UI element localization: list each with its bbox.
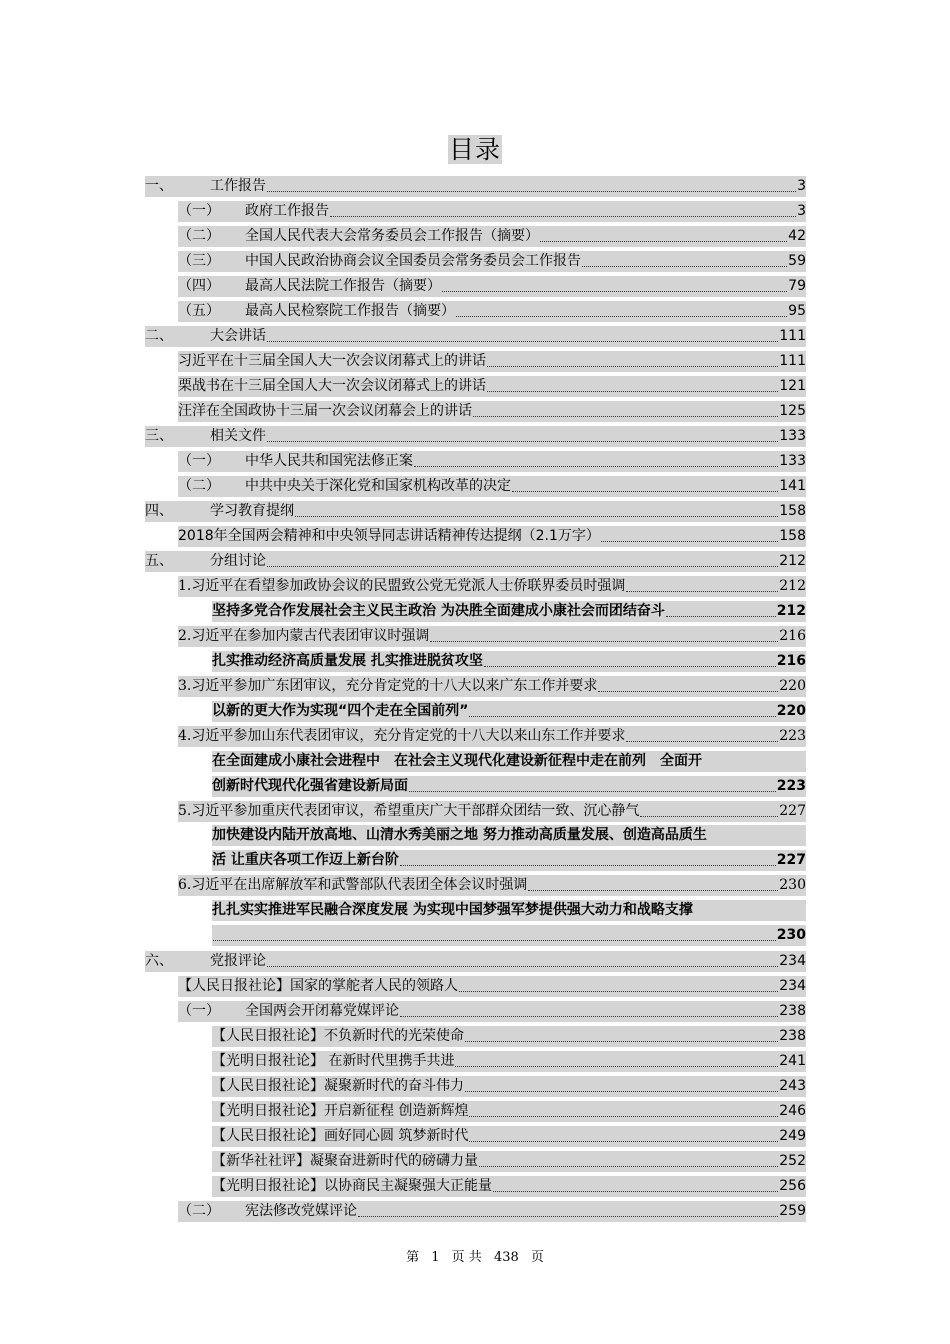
- toc-entry-title: 创新时代现代化强省建设新局面: [212, 778, 408, 794]
- page-title: [0, 130, 950, 170]
- toc-entry[interactable]: [178, 201, 806, 222]
- toc-dot-leader: [601, 541, 778, 542]
- toc-entry[interactable]: [212, 1101, 806, 1122]
- toc-entry-title: 【光明日报社论】以协商民主凝聚强大正能量: [212, 1178, 492, 1194]
- toc-entry-page: 212: [779, 553, 806, 569]
- toc-entry[interactable]: [178, 401, 806, 422]
- toc-entry-page: 212: [776, 603, 806, 619]
- toc-entry[interactable]: [212, 1076, 806, 1097]
- toc-entry-page: 111: [779, 328, 806, 344]
- toc-entry[interactable]: [212, 1026, 806, 1047]
- toc-entry-page: 125: [779, 403, 806, 419]
- toc-dot-leader: [430, 641, 778, 642]
- toc-entry-title: 工作报告: [210, 178, 266, 194]
- toc-dot-leader: [598, 691, 778, 692]
- toc-entry-title: 2018年全国两会精神和中央领导同志讲话精神传达提纲（2.1万字）: [178, 528, 600, 544]
- toc-dot-leader: [582, 266, 787, 267]
- toc-entry-page: 256: [779, 1178, 806, 1194]
- toc-entry-page: 223: [779, 728, 806, 744]
- toc-dot-leader: [213, 940, 776, 941]
- toc-entry-title: 栗战书在十三届全国人大一次会议闭幕式上的讲话: [178, 378, 486, 394]
- toc-entry-page: 234: [779, 953, 806, 969]
- toc-entry-page: 227: [776, 852, 806, 868]
- toc-dot-leader: [442, 291, 787, 292]
- toc-dot-leader: [456, 316, 787, 317]
- toc-entry-title: 学习教育提纲: [210, 503, 294, 519]
- footer-total-pages: 438: [493, 1250, 519, 1265]
- toc-entry[interactable]: [145, 501, 806, 522]
- toc-entry[interactable]: [178, 251, 806, 272]
- toc-dot-leader: [267, 441, 778, 442]
- toc-dot-leader: [479, 1166, 778, 1167]
- toc-entry[interactable]: [178, 1001, 806, 1022]
- toc-entry-number: 三、: [145, 428, 173, 444]
- toc-dot-leader: [330, 216, 796, 217]
- toc-entry-page: 220: [776, 703, 806, 719]
- footer-prefix: 第: [406, 1250, 420, 1265]
- toc-entry-page: 158: [779, 503, 806, 519]
- toc-entry-title: 中国人民政治协商会议全国委员会常务委员会工作报告: [245, 253, 581, 269]
- toc-entry-title: 5.习近平参加重庆代表团审议，希望重庆广大干部群众团结一致、沉心静气: [178, 803, 640, 819]
- toc-dot-leader: [469, 1116, 778, 1117]
- toc-dot-leader: [267, 966, 778, 967]
- toc-entry-page: 234: [779, 978, 806, 994]
- toc-entry-title: 宪法修改党媒评论: [245, 1203, 357, 1219]
- toc-entry[interactable]: [145, 326, 806, 347]
- toc-entry-title: 【人民日报社论】凝聚新时代的奋斗伟力: [212, 1078, 464, 1094]
- toc-entry[interactable]: [178, 276, 806, 297]
- toc-dot-leader: [414, 466, 778, 467]
- toc-entry-page: 223: [776, 778, 806, 794]
- toc-entry-page: 216: [779, 628, 806, 644]
- toc-entry[interactable]: [212, 1126, 806, 1147]
- toc-dot-leader: [469, 1141, 778, 1142]
- toc-entry-number: （一）: [178, 453, 220, 469]
- toc-entry-number: 二、: [145, 328, 173, 344]
- toc-entry-title: 相关文件: [210, 428, 266, 444]
- toc-entry-title: 【新华社社评】凝聚奋进新时代的磅礴力量: [212, 1153, 478, 1169]
- toc-entry-title: 大会讲话: [210, 328, 266, 344]
- toc-entry-title: 1.习近平在看望参加政协会议的民盟致公党无党派人士侨联界委员时强调: [178, 578, 626, 594]
- toc-entry-number: （一）: [178, 203, 220, 219]
- toc-dot-leader: [487, 366, 778, 367]
- toc-entry-number: （二）: [178, 228, 220, 244]
- toc-entry-page: 79: [788, 278, 806, 294]
- toc-dot-leader: [493, 1191, 778, 1192]
- toc-entry-page: 216: [776, 653, 806, 669]
- toc-entry[interactable]: [145, 951, 806, 972]
- toc-entry[interactable]: [212, 825, 806, 846]
- toc-dot-leader: [267, 566, 778, 567]
- toc-entry-number: （三）: [178, 253, 220, 269]
- toc-dot-leader: [400, 1016, 778, 1017]
- toc-dot-leader: [469, 716, 775, 717]
- toc-entry-page: 230: [776, 927, 806, 943]
- toc-entry-title: 习近平在十三届全国人大一次会议闭幕式上的讲话: [178, 353, 486, 369]
- toc-entry[interactable]: [178, 476, 806, 497]
- toc-entry[interactable]: [145, 176, 806, 197]
- toc-entry[interactable]: [212, 1176, 806, 1197]
- toc-entry-title: 3.习近平参加广东团审议，充分肯定党的十八大以来广东工作并要求: [178, 678, 598, 694]
- toc-entry-page: 238: [779, 1003, 806, 1019]
- toc-entry-title: 【人民日报社论】画好同心圆 筑梦新时代: [212, 1128, 469, 1144]
- toc-entry-title: 最高人民法院工作报告（摘要）: [245, 278, 441, 294]
- toc-entry-title: 汪洋在全国政协十三届一次会议闭幕会上的讲话: [178, 403, 472, 419]
- toc-entry[interactable]: [178, 676, 806, 697]
- toc-entry[interactable]: [178, 801, 806, 822]
- toc-entry-title: 6.习近平在出席解放军和武警部队代表团全体会议时强调: [178, 877, 528, 893]
- toc-dot-leader: [640, 816, 778, 817]
- toc-dot-leader: [267, 191, 796, 192]
- toc-dot-leader: [267, 341, 778, 342]
- toc-entry[interactable]: [212, 1151, 806, 1172]
- toc-entry-page: 246: [779, 1103, 806, 1119]
- toc-entry-title: 政府工作报告: [245, 203, 329, 219]
- toc-entry-title: 以新的更大作为实现“四个走在全国前列”: [212, 703, 469, 719]
- toc-dot-leader: [465, 1041, 778, 1042]
- toc-entry-title: 分组讨论: [210, 553, 266, 569]
- toc-dot-leader: [455, 1066, 778, 1067]
- toc-dot-leader: [358, 1216, 778, 1217]
- page-title-text: 目录: [448, 135, 501, 164]
- toc-entry-title: 4.习近平参加山东代表团审议，充分肯定党的十八大以来山东工作并要求: [178, 728, 626, 744]
- toc-entry-title: 活 让重庆各项工作迈上新台阶: [212, 852, 399, 868]
- toc-entry-page: 121: [779, 378, 806, 394]
- toc-entry-page: 111: [779, 353, 806, 369]
- toc-entry[interactable]: [212, 850, 806, 871]
- toc-entry[interactable]: [212, 601, 806, 622]
- toc-entry-title: 全国人民代表大会常务委员会工作报告（摘要）: [245, 228, 539, 244]
- toc-entry-page: 3: [797, 178, 806, 194]
- toc-entry-page: 133: [779, 453, 806, 469]
- toc-dot-leader: [528, 890, 778, 891]
- toc-entry[interactable]: [178, 451, 806, 472]
- toc-entry-page: 212: [779, 578, 806, 594]
- footer-page-number: 1: [431, 1250, 440, 1265]
- toc-entry-page: 3: [797, 203, 806, 219]
- toc-entry-title: 扎实推动经济高质量发展 扎实推进脱贫攻坚: [212, 653, 483, 669]
- footer-suffix: 页: [530, 1250, 544, 1265]
- toc-entry-number: （二）: [178, 1203, 220, 1219]
- toc-dot-leader: [473, 416, 778, 417]
- toc-entry-title: 扎扎实实推进军民融合深度发展 为实现中国梦强军梦提供强大动力和战略支撑: [212, 902, 693, 918]
- toc-entry[interactable]: [178, 875, 806, 896]
- toc-entry-page: 230: [779, 877, 806, 893]
- toc-entry[interactable]: [178, 976, 806, 997]
- toc-entry[interactable]: [178, 726, 806, 747]
- toc-entry-page: 238: [779, 1028, 806, 1044]
- page-footer: [0, 1246, 950, 1265]
- toc-entry-number: （四）: [178, 278, 220, 294]
- toc-entry[interactable]: [178, 351, 806, 372]
- toc-dot-leader: [465, 1091, 778, 1092]
- toc-entry[interactable]: [212, 900, 806, 921]
- toc-entry-title: 党报评论: [210, 953, 266, 969]
- toc-entry-title: 【人民日报社论】不负新时代的光荣使命: [212, 1028, 464, 1044]
- toc-entry-page: 141: [779, 478, 806, 494]
- toc-entry[interactable]: [212, 651, 806, 672]
- toc-dot-leader: [666, 616, 776, 617]
- toc-dot-leader: [512, 491, 778, 492]
- toc-entry-page: 59: [788, 253, 806, 269]
- footer-middle: 页 共: [451, 1250, 482, 1265]
- toc-entry[interactable]: [178, 626, 806, 647]
- toc-entry[interactable]: [178, 576, 806, 597]
- toc-entry-page: 252: [779, 1153, 806, 1169]
- toc-entry-title: 【光明日报社论】 在新时代里携手共进: [212, 1053, 455, 1069]
- toc-entry-number: 四、: [145, 503, 173, 519]
- toc-entry-page: 241: [779, 1053, 806, 1069]
- toc-entry-number: （二）: [178, 478, 220, 494]
- toc-dot-leader: [400, 865, 776, 866]
- toc-entry[interactable]: [145, 426, 806, 447]
- toc-entry-page: 249: [779, 1128, 806, 1144]
- toc-entry[interactable]: [178, 1201, 806, 1222]
- toc-dot-leader: [626, 591, 778, 592]
- toc-entry[interactable]: [178, 376, 806, 397]
- toc-dot-leader: [626, 741, 778, 742]
- toc-entry-page: 243: [779, 1078, 806, 1094]
- toc-entry-page: 95: [788, 303, 806, 319]
- toc-entry-page: 133: [779, 428, 806, 444]
- toc-entry-title: 2.习近平在参加内蒙古代表团审议时强调: [178, 628, 430, 644]
- toc-entry[interactable]: [178, 226, 806, 247]
- toc-entry-title: 【人民日报社论】国家的掌舵者人民的领路人: [178, 978, 458, 994]
- toc-entry[interactable]: [145, 551, 806, 572]
- toc-entry-page: 227: [779, 803, 806, 819]
- toc-entry-title: 全国两会开闭幕党媒评论: [245, 1003, 399, 1019]
- toc-entry-number: 六、: [145, 953, 173, 969]
- toc-entry-title: 在全面建成小康社会进程中 在社会主义现代化建设新征程中走在前列 全面开: [212, 753, 702, 769]
- toc-dot-leader: [295, 516, 778, 517]
- toc-entry[interactable]: [212, 751, 806, 772]
- toc-entry-page: 220: [779, 678, 806, 694]
- toc-entry-title: 【光明日报社论】开启新征程 创造新辉煌: [212, 1103, 469, 1119]
- toc-entry-number: （一）: [178, 1003, 220, 1019]
- toc-entry-page: 42: [788, 228, 806, 244]
- toc-entry[interactable]: [212, 701, 806, 722]
- toc-entry-page: 259: [779, 1203, 806, 1219]
- toc-entry[interactable]: [178, 526, 806, 547]
- toc-dot-leader: [409, 791, 776, 792]
- toc-entry-title: 中共中央关于深化党和国家机构改革的决定: [245, 478, 511, 494]
- toc-entry[interactable]: [212, 925, 806, 946]
- toc-entry[interactable]: [212, 1051, 806, 1072]
- toc-entry-title: 坚持多党合作发展社会主义民主政治 为决胜全面建成小康社会而团结奋斗: [212, 603, 665, 619]
- toc-entry-number: 一、: [145, 178, 173, 194]
- toc-dot-leader: [459, 991, 778, 992]
- toc-dot-leader: [487, 391, 778, 392]
- toc-entry-page: 158: [779, 528, 806, 544]
- toc-entry[interactable]: [178, 301, 806, 322]
- toc-entry-number: （五）: [178, 303, 220, 319]
- toc-dot-leader: [484, 666, 776, 667]
- toc-dot-leader: [540, 241, 787, 242]
- toc-entry[interactable]: [212, 776, 806, 797]
- toc-entry-title: 加快建设内陆开放高地、山清水秀美丽之地 努力推动高质量发展、创造高品质生: [212, 827, 707, 843]
- toc-entry-number: 五、: [145, 553, 173, 569]
- toc-entry-title: 最高人民检察院工作报告（摘要）: [245, 303, 455, 319]
- toc-entry-title: 中华人民共和国宪法修正案: [245, 453, 413, 469]
